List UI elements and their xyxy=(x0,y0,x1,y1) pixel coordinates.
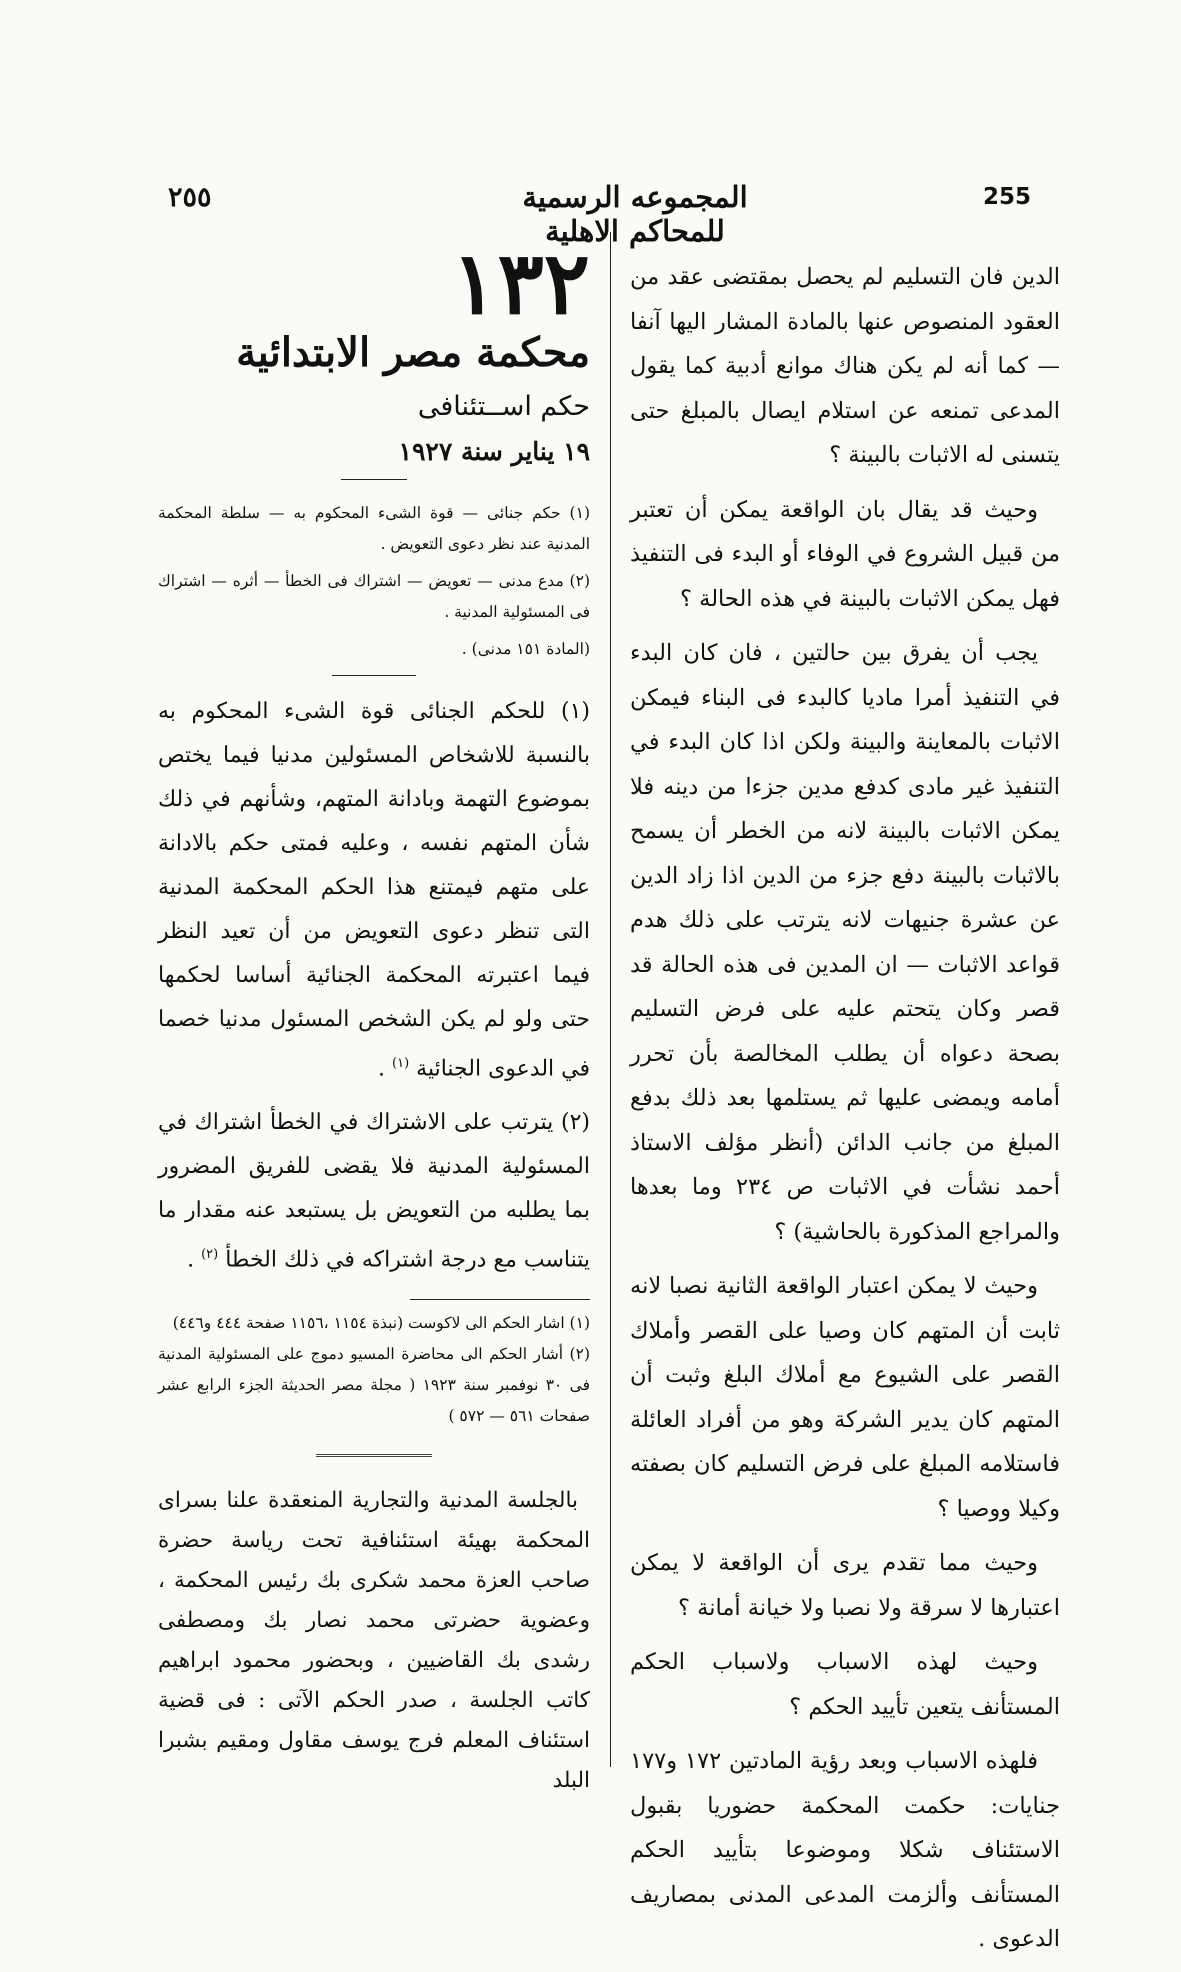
paragraph: وحيث قد يقال بان الواقعة يمكن أن تعتبر من قبيل الشروع في الوفاء أو البدء فى التنفيذ فهل يمكن الاثبات بالبينة في هذه الحالة ؟ xyxy=(630,496,1060,612)
court-name: محكمة مصر الابتدائية xyxy=(236,329,590,376)
principle-paragraph: (٢) يترتب على الاشتراك في الخطأ اشتراك في المسئولية المدنية فلا يقضى للفريق المضرور بما يطلبه من التعويض بل يستبعد عنه مقدار ما يتناسب مع درجة اشتراكه في ذلك الخطأ $^{(٢)}$ . xyxy=(158,1110,590,1273)
judgment-type: حكم اســتئنافى xyxy=(417,391,590,422)
page-number-arabic: ٢٥٥ xyxy=(168,182,212,213)
right-column xyxy=(630,255,1060,1972)
running-title: المجموعه الرسمية للمحاكم الاهلية xyxy=(522,180,748,248)
left-column xyxy=(158,233,590,1801)
separator-rule xyxy=(332,675,416,676)
footnote: (٢) أشار الحكم الى محاضرة المسيو دموج على المسئولية المدنية فى ٣٠ نوفمبر سنة ١٩٢٣ ( مجلة مصر الحديثة الجزء الرابع عشر صفحات ٥٦١ — ٥٧٢ ) xyxy=(158,1344,590,1425)
judgment-operative-paragraph: فلهذه الاسباب وبعد رؤية المادتين ١٧٢ و١٧٧ جنايات: حكمت المحكمة حضوريا بقبول الاستئناف شكلا وموضوعا بتأييد الحكم المستأنف وألزمت المدعى المدنى بمصاريف الدعوى . xyxy=(630,1748,1060,1952)
paragraph: الدين فان التسليم لم يحصل بمقتضى عقد من العقود المنصوص عنها بالمادة المشار اليها آنفا — كما أنه لم يكن هناك موانع أدبية كما يقول المدعى تمنعه عن استلام ايصال بالمبلغ حتى يتسنى له الاثبات بالبينة ؟ xyxy=(630,264,1060,468)
ornamental-rule xyxy=(316,1454,432,1457)
footnote-rule xyxy=(410,1299,590,1300)
paragraph: وحيث مما تقدم يرى أن الواقعة لا يمكن اعتبارها لا سرقة ولا نصبا ولا خيانة أمانة ؟ xyxy=(630,1550,1060,1621)
keyword-entry: (المادة ١٥١ مدنى) . xyxy=(461,640,590,658)
keyword-entry: (١) حكم جنائى — قوة الشىء المحكوم به — سلطة المحكمة المدنية عند نظر دعوى التعويض . xyxy=(158,504,590,553)
principles-block xyxy=(158,690,590,1283)
session-intro xyxy=(158,1481,590,1801)
page-header xyxy=(0,180,1181,248)
footnote: (١) اشار الحكم الى لاكوست (نبذة ١١٥٤ ،١١٥٦ صفحة ٤٤٤ و٤٤٦) xyxy=(172,1313,590,1332)
separator-rule xyxy=(341,479,407,480)
principle-text: (٢) يترتب على الاشتراك في الخطأ اشتراك في المسئولية المدنية فلا يقضى للفريق المضرور بما يطلبه من التعويض بل يستبعد عنه مقدار ما يتناسب مع درجة اشتراكه في ذلك الخطأ xyxy=(158,1110,590,1273)
footnotes-block xyxy=(158,1308,590,1432)
case-number: ١٣٢ xyxy=(451,233,590,334)
footnote-ref: (١) xyxy=(392,1056,410,1071)
judgment-date: ١٩ يناير سنة ١٩٢٧ xyxy=(398,437,590,466)
footnote-ref: (٢) xyxy=(201,1247,219,1263)
paragraph: يجب أن يفرق بين حالتين ، فان كان البدء في التنفيذ أمرا ماديا كالبدء فى البناء فيمكن الاثبات بالمعاينة والبينة ولكن اذا كان البدء في التنفيذ غير مادى كدفع مدين جزءا من دينه فلا يمكن الاثبات بالبينة لانه من الخطر أن يسمح بالاثبات بالبينة دفع جزء من الدين اذا زاد الدين عن عشرة جنيهات لانه يترتب على ذلك هدم قواعد الاثبات — ان المدين فى هذه الحالة قد قصر وكان يتحتم عليه على فرض التسليم بصحة دعواه أن يطلب المخالصة بأن تحرر أمامه ويمضى عليها ثم يستلمها بعد ذلك بدفع المبلغ من جانب الدائن (أنظر مؤلف الاستاذ أحمد نشأت في الاثبات ص ٢٣٤ وما بعدها والمراجع المذكورة بالحاشية) ؟ xyxy=(630,640,1060,1245)
page-number-latin: 255 xyxy=(983,184,1032,210)
principle-text: (١) للحكم الجنائى قوة الشىء المحكوم به بالنسبة للاشخاص المسئولين مدنيا فيما يختص بموضوع التهمة وبادانة المتهم، وشأنهم في ذلك شأن المتهم نفسه ، وعليه فمتى حكم بالادانة على متهم فيمتنع هذا الحكم المحكمة المدنية التى تنظر دعوى التعويض من أن تعيد النظر فيما اعتبرته المحكمة الجنائية أساسا لحكمها حتى ولو لم يكن الشخص المسئول مدنيا خصما في الدعوى الجنائية xyxy=(158,699,590,1082)
column-divider xyxy=(610,232,611,1767)
paragraph: وحيث لا يمكن اعتبار الواقعة الثانية نصبا لانه ثابت أن المتهم كان وصيا على القصر وأملاك القصر على الشيوع مع أملاك البلغ وثبت أن المتهم كان يدير الشركة وهو من أفراد العائلة فاستلامه المبلغ على فرض التسليم كان بصفته وكيلا ووصيا ؟ xyxy=(630,1273,1060,1522)
paragraph: وحيث لهذه الاسباب ولاسباب الحكم المستأنف يتعين تأييد الحكم ؟ xyxy=(630,1649,1060,1720)
session-intro-text: بالجلسة المدنية والتجارية المنعقدة علنا بسراى المحكمة بهيئة استئنافية تحت رياسة حضرة صاحب العزة محمد شكرى بك رئيس المحكمة ، وعضوية حضرتى محمد نصار بك ومصطفى رشدى بك القاضيين ، وبحضور محمود ابراهيم كاتب الجلسة ، صدر الحكم الآتى : فى قضية استئناف المعلم فرج يوسف مقاول ومقيم بشبرا البلد xyxy=(158,1487,590,1793)
keywords-block xyxy=(158,498,590,665)
principle-paragraph: (١) للحكم الجنائى قوة الشىء المحكوم به بالنسبة للاشخاص المسئولين مدنيا فيما يختص بموضوع التهمة وبادانة المتهم، وشأنهم في ذلك شأن المتهم نفسه ، وعليه فمتى حكم بالادانة على متهم فيمتنع هذا الحكم المحكمة المدنية التى تنظر دعوى التعويض من أن تعيد النظر فيما اعتبرته المحكمة الجنائية أساسا لحكمها حتى ولو لم يكن الشخص المسئول مدنيا خصما في الدعوى الجنائية $^{(١)}$ . xyxy=(158,699,590,1082)
keyword-entry: (٢) مدع مدنى — تعويض — اشتراك فى الخطأ — أثره — اشتراك فى المسئولية المدنية . xyxy=(158,572,590,621)
